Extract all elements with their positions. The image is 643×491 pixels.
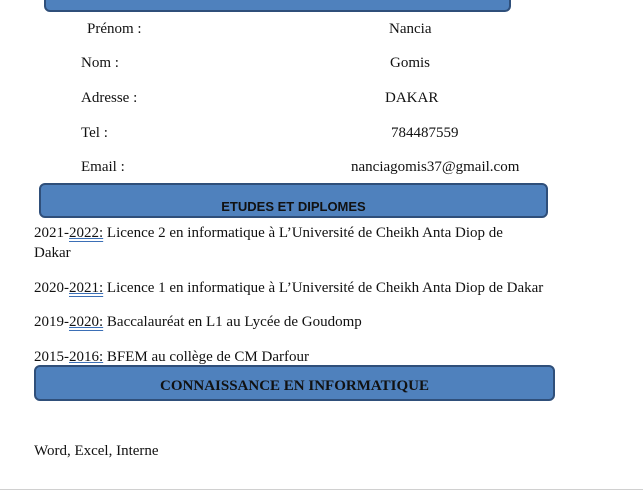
etudes-item (34, 278, 543, 298)
etudes-item (34, 312, 362, 332)
etudes-item-continuation: Dakar (34, 245, 71, 261)
email-label: Email : (81, 159, 125, 175)
page-bottom-divider (0, 489, 643, 490)
address-label: Adresse : (81, 90, 138, 106)
etudes-item (34, 223, 503, 243)
top-section-band (44, 0, 511, 12)
etudes-item (34, 347, 309, 367)
etudes-item-text: BFEM au collège de CM Darfour (103, 349, 309, 365)
informatique-skills: Word, Excel, Interne (34, 443, 159, 459)
informatique-section-title: CONNAISSANCE EN INFORMATIQUE (160, 377, 429, 394)
phone-label: Tel : (81, 125, 108, 141)
lastname-label: Nom : (81, 55, 119, 71)
firstname-label: Prénom : (87, 21, 142, 37)
etudes-section-header (39, 183, 548, 218)
phone-value: 784487559 (391, 125, 459, 141)
address-value: DAKAR (385, 90, 439, 106)
lastname-value: Gomis (390, 55, 431, 71)
year-start: 2020- (34, 280, 69, 296)
year-start: 2019- (34, 314, 69, 330)
year-end: 2022: (69, 225, 104, 241)
informatique-section-header (34, 365, 555, 401)
etudes-item-text: Baccalauréat en L1 au Lycée de Goudomp (103, 314, 362, 330)
year-start: 2015- (34, 349, 69, 365)
email-value: nanciagomis37@gmail.com (351, 159, 520, 175)
year-end: 2021: (69, 280, 104, 296)
firstname-value: Nancia (389, 21, 432, 37)
year-end: 2016: (69, 349, 104, 365)
year-end: 2020: (69, 314, 104, 330)
etudes-item-text: Licence 1 en informatique à L’Université de Cheikh Anta Diop de Dakar (103, 280, 544, 296)
etudes-section-title: ETUDES ET DIPLOMES (221, 199, 366, 214)
year-start: 2021- (34, 225, 69, 241)
etudes-item-text: Licence 2 en informatique à L’Université de Cheikh Anta Diop de (103, 225, 503, 241)
